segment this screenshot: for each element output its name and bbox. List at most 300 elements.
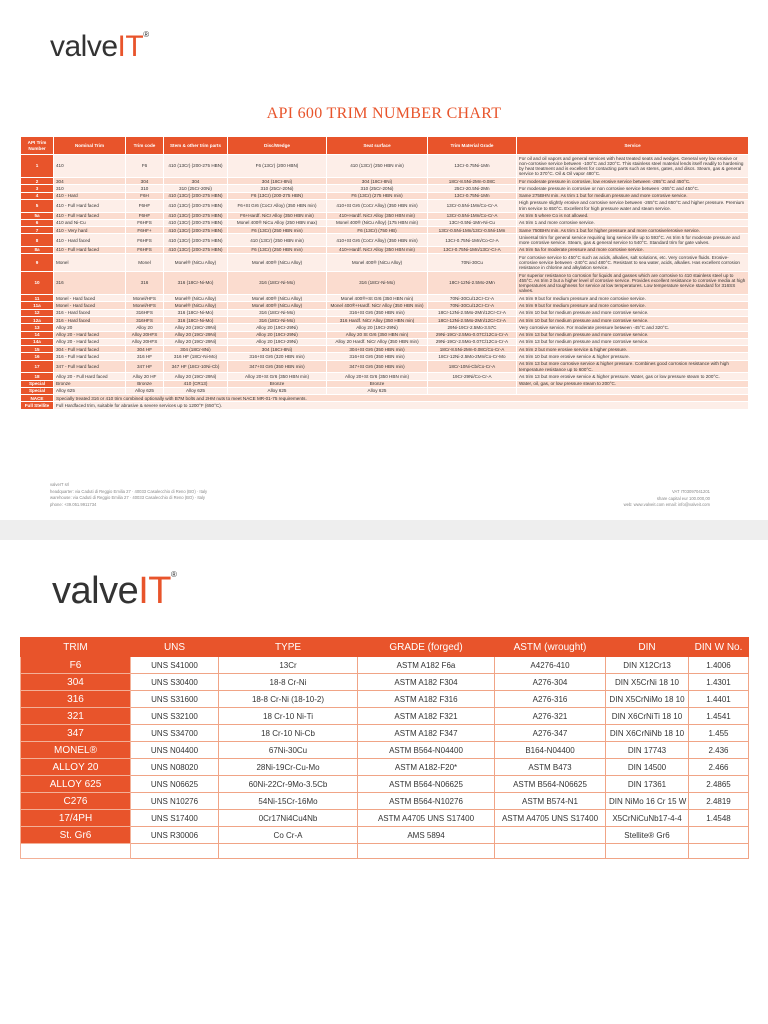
table-cell: Alloy 20 (19Cr-29Ni) [228, 338, 327, 345]
trim-number: 15 [21, 346, 54, 353]
table-cell: A276-316 [495, 691, 606, 708]
table-cell: UNS R30006 [131, 827, 219, 844]
trim-number: 14 [21, 331, 54, 338]
table-cell: As trim 13 but for medium pressure and more corrosive service. [517, 338, 749, 345]
table-cell: 316 (18Cr-Ni-Mo) [164, 317, 228, 324]
table-cell: 54Ni-15Cr-16Mo [219, 793, 358, 810]
table-cell [517, 387, 749, 394]
table-cell: Monel® (NiCu Alloy) [164, 295, 228, 302]
table-cell: Very corrosive service. For moderate pressure between -45°C and 320°C. [517, 324, 749, 331]
column-header: Service [517, 137, 749, 155]
column-header: Nominal Trim [54, 137, 126, 155]
table-cell: DIN X12Cr13 [606, 657, 689, 674]
table-header-row [21, 137, 749, 155]
table-cell: Alloy 20 (19Cr-29Ni) [228, 324, 327, 331]
table-row [21, 674, 749, 691]
note-row [21, 395, 749, 402]
table-cell: ASTM A4705 UNS S17400 [358, 810, 495, 827]
table-cell: ASTM B574-N1 [495, 793, 606, 810]
footer-hq: headquarter: via Caduti di Reggio Emilia 27 · 40033 Casalecchio di Reno (BO) · Italy [50, 488, 208, 494]
table-cell: Monel® (NiCu Alloy) [164, 302, 228, 309]
table-cell: 18Cr-10Ni-Cb/Co-Cr-A [428, 360, 517, 373]
table-cell: 316 (18Cr-Ni-Mo) [164, 309, 228, 316]
table-cell: 347+St Gr6 (350 HBN min) [327, 360, 428, 373]
table-cell: F6 [126, 155, 164, 178]
table-cell: Alloy 20 (19Cr-29Ni) [164, 331, 228, 338]
table-cell: 304 (18Cr-8Ni) [228, 178, 327, 185]
table-cell: 70Ni-30Cu/12Cr-Cr-A [428, 302, 517, 309]
table-cell: F6+Hardf. NiCr Alloy (350 HBN min) [228, 212, 327, 219]
table-cell: 410 - Hard faced [54, 234, 126, 247]
table-row [21, 272, 749, 295]
table-cell: Monel - Hard faced [54, 295, 126, 302]
table-cell: 316 (18Cr-Ni-Mo) [228, 272, 327, 295]
table-cell: UNS S34700 [131, 725, 219, 742]
table-cell: Monel [54, 254, 126, 272]
table-cell: 13Cr-0.75Ni-1Mn [428, 192, 517, 199]
empty-cell [131, 844, 219, 859]
table-cell: 29Ni-19Cr-2.5Mo-0.07C/12Co-Cr-A [428, 331, 517, 338]
table-cell: Alloy 20 - Hard faced [54, 338, 126, 345]
table-cell: F6H [126, 192, 164, 199]
table-cell: 410 (13Cr) (200-275 HBN) [164, 246, 228, 253]
table-cell: Alloy 625 [228, 387, 327, 394]
table-cell: 347 HF (18Cr-10Ni-Cb) [164, 360, 228, 373]
table-row [21, 380, 749, 387]
table-cell: F6 (13Cr) (250 HBN min) [228, 246, 327, 253]
table-cell: 18Cr-8.5Ni-2Mn-0.08C/Co-Cr-A [428, 346, 517, 353]
table-cell: ASTM A182 F304 [358, 674, 495, 691]
table-cell: F6HF [126, 212, 164, 219]
trim-number: Special [21, 387, 54, 394]
table-cell: 2.466 [689, 759, 749, 776]
table-cell: 410 (CR13) [164, 380, 228, 387]
footer-phone: phone: +39.051.9911734 [50, 501, 97, 507]
table-cell: 410 (13Cr) (200-275 HBN) [164, 155, 228, 178]
column-header: API Trim Number [21, 137, 54, 155]
table-cell: Monel/HFS [126, 302, 164, 309]
table-cell: Alloy 20HFS [126, 338, 164, 345]
table-cell [428, 387, 517, 394]
table-cell: 1.4006 [689, 657, 749, 674]
table-cell: 304+St Gr6 (350 HBN min) [327, 346, 428, 353]
table-cell: 18Cr-8.5Ni-2Mn-0.08C [428, 178, 517, 185]
table-cell: Alloy 625 [164, 387, 228, 394]
table-row [21, 691, 749, 708]
table-row [21, 776, 749, 793]
table-cell: 316 Hardf. NiCr Alloy (350 HBN min) [327, 317, 428, 324]
table-cell: 410+St Gr6 (CoCr Alloy) (350 HBN min) [327, 234, 428, 247]
trim-name: 17/4PH [21, 810, 131, 827]
table-cell: DIN 17743 [606, 742, 689, 759]
page-title: API 600 TRIM NUMBER CHART [266, 105, 502, 122]
table-cell: DIN X5CrNiMo 18 10 [606, 691, 689, 708]
trim-number: 14a [21, 338, 54, 345]
table-row [21, 199, 749, 212]
table-row [21, 295, 749, 302]
table-cell: Alloy 20 (19Cr-29Ni) [164, 324, 228, 331]
trim-name: 304 [21, 674, 131, 691]
table-cell: F6+St Gr6 (CoCr Alloy) (350 HBN min) [228, 199, 327, 212]
table-row [21, 227, 749, 234]
table-cell: 18Cr-12Ni-2.5Mo-2Mn/12Cr-Cr-A [428, 317, 517, 324]
empty-row [21, 844, 749, 859]
table-cell: 1.4301 [689, 674, 749, 691]
table-cell: 410 (13Cr) (250 HBN min) [228, 234, 327, 247]
table-cell: 410 [54, 155, 126, 178]
empty-cell [495, 844, 606, 859]
table-cell: For corrosive service to 450°C such as acids, alkalies, salt solutions, etc. Very corrosive fluids. Erosive-corrosive service between -240°C and 480°C. Resistant to sea water, acids, alkalies. Has excellent corrosion resistance in chlorine and alkylation service. [517, 254, 749, 272]
table-cell: 19Cr-29Ni/Co-Cr-A [428, 373, 517, 380]
table-cell: F6HFS [126, 219, 164, 226]
table-row [21, 178, 749, 185]
table-cell: X5CrNiCuNb17-4-4 [606, 810, 689, 827]
table-cell: Alloy 20 (19Cr-29Ni) [228, 331, 327, 338]
table-cell: As trim 13 but more erosive service & higher pressure. Water, gas or low pressure steam to 200°C. [517, 373, 749, 380]
table-cell: For moderate pressure in corrosive or non corrosive service between -265°C and 450°C. [517, 185, 749, 192]
trim-name: ALLOY 625 [21, 776, 131, 793]
table-row [21, 302, 749, 309]
table-cell: 410 (13Cr) (200-275 HBN) [164, 219, 228, 226]
table-cell: UNS N04400 [131, 742, 219, 759]
table-cell: 310 [126, 185, 164, 192]
table-cell: For superior resistance to corrosion for liquids and gasses which are corrosive to 410 stainless steel up to 455°C. As trim 2 but a higher level of corrosive service. Provides excellent resistance to corrosive media at high temperatures and toughness for service at low temperatures. Low temperature service standard for 316SS valves. [517, 272, 749, 295]
table-cell: DIN X5CrNi 18 10 [606, 674, 689, 691]
table-cell: 18 Cr-10 Ni-Cb [219, 725, 358, 742]
trim-number: 4 [21, 192, 54, 199]
trim-number: 6 [21, 219, 54, 226]
table-cell: 410 - Full Hard faced [54, 212, 126, 219]
table-cell: F6HFS [126, 246, 164, 253]
table-cell: 29Ni-19Cr-2.5Mo-0.07C/12Co-Cr-A [428, 338, 517, 345]
table-cell: Monel [126, 254, 164, 272]
table-cell: ASTM A182 F316 [358, 691, 495, 708]
trim-number: 11 [21, 295, 54, 302]
column-header: TRIM [21, 638, 131, 657]
table-cell: 310 [54, 185, 126, 192]
table-cell: 316 - Full Hard faced [54, 353, 126, 360]
table-cell: 67Ni-30Cu [219, 742, 358, 759]
table-cell: Co Cr-A [219, 827, 358, 844]
table-cell [428, 380, 517, 387]
table-cell: 13Cr-0.75Ni-1Mn [428, 155, 517, 178]
footer-web: web: www.valveit.com email: info@valveit.com [623, 502, 710, 507]
table-cell: 18-8 Cr-Ni [219, 674, 358, 691]
table-cell: F6 (13Cr) (250 HBN min) [228, 227, 327, 234]
note-label: NACE [21, 395, 54, 402]
table-cell: 13Cr-0.5Ni-1Mn-Ni-Cu [428, 219, 517, 226]
table-cell: As trim 13 but more corrosive service & higher pressure. Combines good corrosion resistance with high temperature resistance up to 600°C. [517, 360, 749, 373]
table-cell: Monel 400® NiCu Alloy (250 HBN max) [228, 219, 327, 226]
table-cell: ASTM B564-N10276 [358, 793, 495, 810]
table-cell: Bronze [228, 380, 327, 387]
table-cell: High pressure slightly erosive and corrosive service between -265°C and 650°C and higher pressure. Premium trim service to 650°C. Excellent for high pressure water and steam service. [517, 199, 749, 212]
table-cell: 304 [126, 178, 164, 185]
table-cell: F6 (13Cr) (200 HBN) [228, 155, 327, 178]
column-header: Trim Material Grade [428, 137, 517, 155]
table-row [21, 810, 749, 827]
table-cell: Monel 400® (NiCu Alloy) (175 HBN min) [327, 219, 428, 226]
table-cell: 316 [54, 272, 126, 295]
table-cell: 13Cr-0.75Ni-1Mn/13Cr-Cr-A [428, 246, 517, 253]
column-header: DIN W No. [689, 638, 749, 657]
trim-number: 7 [21, 227, 54, 234]
table-cell: As trim 10 but for medium pressure and more corrosive service. [517, 317, 749, 324]
trim-name: St. Gr6 [21, 827, 131, 844]
table-cell: A276-321 [495, 708, 606, 725]
empty-cell [219, 844, 358, 859]
empty-cell [358, 844, 495, 859]
table-cell: UNS N10276 [131, 793, 219, 810]
trim-number: 17 [21, 360, 54, 373]
table-cell: 316 HF (18Cr-Ni-Mo) [164, 353, 228, 360]
table-cell: 410+St Gr6 (CoCr Alloy) (350 HBN min) [327, 199, 428, 212]
table-cell: 304 (18Cr-8Ni) [164, 346, 228, 353]
table-cell: UNS S17400 [131, 810, 219, 827]
trim-number: 8 [21, 234, 54, 247]
table-cell: 316HFS [126, 309, 164, 316]
table-cell: 13Cr-0.5Ni-1Mn/Co-Cr-A [428, 199, 517, 212]
table-row [21, 387, 749, 394]
table-cell: 316 (18Cr-Ni-Mo) [327, 272, 428, 295]
table-cell: 310 (25Cr-20Ni) [164, 185, 228, 192]
trim-name: 347 [21, 725, 131, 742]
table-cell: ASTM B564-N06625 [358, 776, 495, 793]
table-row [21, 657, 749, 674]
table-cell: 410 - Very hard [54, 227, 126, 234]
table-cell: 410 (13Cr) (250 HBN min) [327, 155, 428, 178]
table-cell: 316 (18Cr-Ni-Mo) [228, 317, 327, 324]
column-header: Trim code [126, 137, 164, 155]
trim-name: MONEL® [21, 742, 131, 759]
column-header: Disc/Wedge [228, 137, 327, 155]
table-cell: 316 [126, 272, 164, 295]
material-equivalence-table [20, 637, 749, 859]
note-label: Full Stellite [21, 402, 54, 409]
table-cell [495, 827, 606, 844]
table-cell: 304 [164, 178, 228, 185]
table-cell: Alloy 20 [126, 324, 164, 331]
table-cell: Monel 400® (NiCu Alloy) [228, 295, 327, 302]
table-cell: 316+St Gr6 (320 HBN min) [228, 353, 327, 360]
table-cell: As trim 5 where Co is not allowed. [517, 212, 749, 219]
table-cell: 70Ni-30Cu/12Cr-Cr-A [428, 295, 517, 302]
column-header: TYPE [219, 638, 358, 657]
footer-capital: share capital eur 100.000,00 [656, 495, 710, 501]
column-header: ASTM (wrought) [495, 638, 606, 657]
table-cell: A4276-410 [495, 657, 606, 674]
trim-number: Special [21, 380, 54, 387]
table-cell: For moderate pressure in corrosive, low erosive service between -265°C and 450°C. [517, 178, 749, 185]
table-cell: Universal trim for general service requiring long service life up to 593°C. As trim 5 for moderate pressure and more corrosive service. Steam, gas & general service to 540°C. Standard trim for gate valves. [517, 234, 749, 247]
trim-name: C276 [21, 793, 131, 810]
table-cell: 410+Hardf. NiCr Alloy (350 HBN min) [327, 246, 428, 253]
table-cell: 410 - Hard [54, 192, 126, 199]
table-cell: As trim 10 but more erosive service & higher pressure. [517, 353, 749, 360]
table-cell: UNS S30400 [131, 674, 219, 691]
table-cell: 304 (18Cr-8Ni) [228, 346, 327, 353]
note-text: Specially treated 316 or 410 trim combined optionally with B7M bolts and 2HM nuts to meet NACE MR-01-75 requirements. [54, 395, 749, 402]
table-cell: 28Ni-19Cr-Cu-Mo [219, 759, 358, 776]
table-cell: Monel 400® (NiCu Alloy) [228, 302, 327, 309]
table-cell: 347+St Gr6 (350 HBN min) [228, 360, 327, 373]
table-cell: Same 275BHN min. As trim 1 but for medium pressure and more corrosive service. [517, 192, 749, 199]
table-cell: 410 (13Cr) (200-275 HBN) [164, 199, 228, 212]
table-cell: A276-347 [495, 725, 606, 742]
trim-number: 12a [21, 317, 54, 324]
table-cell: A276-304 [495, 674, 606, 691]
table-cell: DIN 14500 [606, 759, 689, 776]
table-cell: 410 - Full Hard faced [54, 246, 126, 253]
table-cell: 316 HF [126, 353, 164, 360]
table-cell: 316 (18Cr-Ni-Mo) [164, 272, 228, 295]
table-cell: DIN 17361 [606, 776, 689, 793]
trim-number-table [20, 136, 749, 410]
table-cell: F6 (13Cr) (275 HBN min) [327, 192, 428, 199]
table-cell: Monel - Hard faced [54, 302, 126, 309]
table-cell: AMS 5894 [358, 827, 495, 844]
table-row [21, 742, 749, 759]
trim-number: 5a [21, 212, 54, 219]
table-cell: As trim 13 but for medium pressure and more corrosive service. [517, 331, 749, 338]
table-cell: UNS S32100 [131, 708, 219, 725]
trim-number: 13 [21, 324, 54, 331]
trim-name: ALLOY 20 [21, 759, 131, 776]
table-row [21, 373, 749, 380]
table-row [21, 793, 749, 810]
table-cell: UNS S31600 [131, 691, 219, 708]
table-cell: 18-8 Cr-Ni (18-10-2) [219, 691, 358, 708]
table-row [21, 827, 749, 844]
table-cell: 410 (13Cr) (200-275 HBN) [164, 227, 228, 234]
table-cell: Alloy 20 St Gr6 (350 HBN min) [327, 331, 428, 338]
table-cell: As trim 2 but more erosive service & higher pressure. [517, 346, 749, 353]
table-row [21, 725, 749, 742]
table-cell: As trim 5a for moderate pressure and more corrosive service. [517, 246, 749, 253]
table-cell: DIN X6CrNiTi 18 10 [606, 708, 689, 725]
table-cell: DIN NiMo 16 Cr 15 W [606, 793, 689, 810]
table-cell: 13Cr-0.5Ni-1Mn/13Cr-0.5Ni-1Mn [428, 227, 517, 234]
table-cell: 316+St Gr6 (350 HBN min) [327, 353, 428, 360]
table-cell: ASTM A182 F347 [358, 725, 495, 742]
table-cell: Stellite® Gr6 [606, 827, 689, 844]
table-cell: F6 (13Cr) (200-275 HBN) [228, 192, 327, 199]
table-row [21, 324, 749, 331]
table-cell: 304 [54, 178, 126, 185]
table-cell: ASTM A182 F6a [358, 657, 495, 674]
table-cell: 13Cr [219, 657, 358, 674]
table-cell: 18Cr-12Ni-2.5Mo-2Mn/Co-Cr-Mo [428, 353, 517, 360]
table-row [21, 246, 749, 253]
table-cell: DIN X6CrNiNb 18 10 [606, 725, 689, 742]
table-cell: Alloy 20 [54, 324, 126, 331]
table-cell: ASTM B473 [495, 759, 606, 776]
table-cell: 1.4548 [689, 810, 749, 827]
table-cell: ASTM A182-F20* [358, 759, 495, 776]
table-cell: 1.455 [689, 725, 749, 742]
table-cell: 1.4401 [689, 691, 749, 708]
table-row [21, 155, 749, 178]
note-text: Full Hardfaced trim, suitable for abrasive & severe services up to 1200°F (650°C). [54, 402, 749, 409]
table-cell: 410 (13Cr) (200-275 HBN) [164, 212, 228, 219]
table-cell: Alloy 20 (19Cr-29Ni) [164, 338, 228, 345]
valveit-logo: valveIT® [50, 30, 149, 63]
table-cell: Bronze [327, 380, 428, 387]
table-cell: 18 Cr-10 Ni-Ti [219, 708, 358, 725]
table-row [21, 708, 749, 725]
table-cell: Bronze [54, 380, 126, 387]
table-row [21, 234, 749, 247]
table-cell: 13Cr-0.75Ni-1Mn/Co-Cr-A [428, 234, 517, 247]
table-cell: 316 - Hard faced [54, 317, 126, 324]
trim-number: 11a [21, 302, 54, 309]
table-cell: 410 - Full Hard faced [54, 199, 126, 212]
table-cell: 410 and Ni-Cu [54, 219, 126, 226]
trim-number: 2 [21, 178, 54, 185]
table-cell: For oil and oil vapors and general services with heat treated seats and wedges. General very low erosive or non-corrosive service between -100°C and 320°C. This stainless steel material lends itself readily to hardening by heat treatment and is excellent for contacting parts such as stems, gates, and discs. Steam, gas & general service to 370°C. Oil & Oil vapor 480°C. [517, 155, 749, 178]
table-header-row [21, 638, 749, 657]
table-cell: 304 (18Cr-8Ni) [327, 178, 428, 185]
trim-number: 1 [21, 155, 54, 178]
table-row [21, 192, 749, 199]
table-cell: Monel 400®+St Gr6 (350 HBN min) [327, 295, 428, 302]
table-cell: 70Ni-30Cu [428, 254, 517, 272]
table-cell: ASTM A4705 UNS S17400 [495, 810, 606, 827]
table-cell [689, 827, 749, 844]
note-row [21, 402, 749, 409]
trim-number: 16 [21, 353, 54, 360]
table-cell: 316 - Hard faced [54, 309, 126, 316]
table-cell: 410 (13Cr) (200-275 HBN) [164, 234, 228, 247]
table-cell: Monel 400® (NiCu Alloy) [327, 254, 428, 272]
table-cell: Alloy 20+St Gr6 (350 HBN min) [228, 373, 327, 380]
table-cell: Water, oil, gas, or low pressure steam to 200°C. [517, 380, 749, 387]
column-header: GRADE (forged) [358, 638, 495, 657]
table-row [21, 338, 749, 345]
table-cell: 2.4819 [689, 793, 749, 810]
table-cell: F6HF+ [126, 227, 164, 234]
table-cell: ASTM A182 F321 [358, 708, 495, 725]
footer-warehouse: warehouse: via Caduti di Reggio Emilia 27 · 40033 Casalecchio di Reno (BO) · Italy [50, 495, 206, 500]
table-cell: 410 (13Cr) (200-275 HBN) [164, 192, 228, 199]
table-row [21, 317, 749, 324]
table-cell: UNS N06625 [131, 776, 219, 793]
table-cell: 0Cr17Ni4Cu4Nb [219, 810, 358, 827]
table-row [21, 360, 749, 373]
page-two [0, 540, 768, 1024]
table-cell: 316 (18Cr-Ni-Mo) [228, 309, 327, 316]
table-cell: ASTM B564-N04400 [358, 742, 495, 759]
table-cell: 18Cr-12Ni-2.5Mo-2Mn [428, 272, 517, 295]
table-cell: Alloy 625 [54, 387, 126, 394]
table-cell: UNS S41000 [131, 657, 219, 674]
table-cell: As trim 9 but for medium pressure and more corrosive service. [517, 295, 749, 302]
table-cell: As trim 1 and more corrosive service. [517, 219, 749, 226]
table-cell: 316HFS [126, 317, 164, 324]
trim-number: 10 [21, 272, 54, 295]
empty-cell [21, 844, 131, 859]
table-cell: 310 (25Cr-20Ni) [327, 185, 428, 192]
trim-number: 18 [21, 373, 54, 380]
table-cell: Alloy 20 - Hard faced [54, 331, 126, 338]
table-cell: As trim 10 but for medium pressure and more corrosive service. [517, 309, 749, 316]
table-cell: UNS N08020 [131, 759, 219, 776]
table-cell: Alloy 625 [126, 387, 164, 394]
trim-name: F6 [21, 657, 131, 674]
table-cell: 29Ni-19Cr-2.5Mo-3.57C [428, 324, 517, 331]
table-cell: 60Ni-22Cr-9Mo-3.5Cb [219, 776, 358, 793]
table-cell: 310 (25Cr-20Ni) [228, 185, 327, 192]
